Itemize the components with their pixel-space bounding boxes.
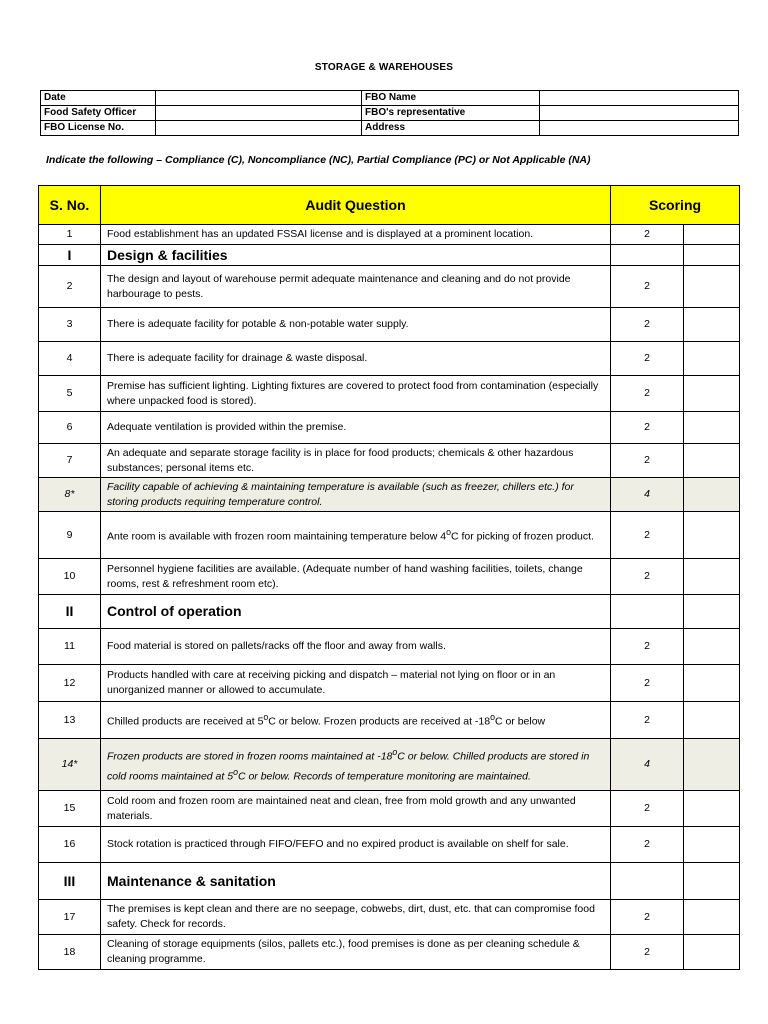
question-text: C or below. Records of temperature monitoring are maintained.	[237, 770, 531, 782]
question-text: C for picking of frozen product.	[450, 530, 594, 543]
scoring-header: Scoring	[611, 186, 740, 225]
officer-label: Food Safety Officer	[41, 106, 156, 121]
degree-sign: o	[490, 712, 495, 723]
score-value: 2	[611, 827, 684, 863]
score-value: 2	[611, 444, 684, 478]
audit-question: There is adequate facility for potable & non-potable water supply.	[101, 308, 611, 342]
score-value: 2	[611, 559, 684, 595]
audit-question: Food material is stored on pallets/racks off the floor and away from walls.	[101, 629, 611, 665]
question-header: Audit Question	[101, 186, 611, 225]
compliance-cell[interactable]	[684, 791, 740, 827]
compliance-cell[interactable]	[684, 702, 740, 739]
section-row	[39, 863, 740, 900]
compliance-cell[interactable]	[684, 342, 740, 376]
audit-question: Cold room and frozen room are maintained neat and clean, free from mold growth and any unwanted materials.	[101, 791, 611, 827]
compliance-cell[interactable]	[684, 444, 740, 478]
row-number: 5	[39, 376, 101, 412]
score-value: 2	[611, 791, 684, 827]
compliance-cell[interactable]	[684, 376, 740, 412]
question-text: C or below. Chilled products are stored in cold rooms maintained at 5	[107, 750, 590, 782]
table-row	[39, 308, 740, 342]
table-row	[39, 900, 740, 935]
section-row	[39, 245, 740, 266]
row-number: 10	[39, 559, 101, 595]
compliance-cell[interactable]	[684, 935, 740, 970]
table-row	[39, 665, 740, 702]
row-number: 17	[39, 900, 101, 935]
score-cell	[611, 595, 684, 629]
table-row	[39, 629, 740, 665]
table-row	[39, 559, 740, 595]
audit-question: Personnel hygiene facilities are available. (Adequate number of hand washing facilities, toilets, change rooms, rest & refreshment room etc).	[101, 559, 611, 595]
audit-question	[101, 739, 611, 791]
degree-sign: o	[392, 747, 398, 757]
degree-sign: o	[233, 766, 238, 777]
audit-table	[38, 185, 740, 970]
compliance-cell[interactable]	[684, 245, 740, 266]
audit-question: The premises is kept clean and there are no seepage, cobwebs, dirt, dust, etc. that can compromise food safety. Check for records.	[101, 900, 611, 935]
section-number: II	[39, 595, 101, 629]
audit-question: Products handled with care at receiving picking and dispatch – material not lying on floor or in an unorganized manner or allowed to accumulate.	[101, 665, 611, 702]
question-text: C or below	[494, 715, 546, 728]
table-row	[39, 376, 740, 412]
compliance-cell[interactable]	[684, 308, 740, 342]
audit-question: Stock rotation is practiced through FIFO/FEFO and no expired product is available on shelf for sale.	[101, 827, 611, 863]
row-number: 6	[39, 412, 101, 444]
date-label: Date	[41, 91, 156, 106]
section-title: Control of operation	[101, 595, 611, 629]
header-row	[39, 186, 740, 225]
address-field[interactable]	[540, 121, 739, 136]
row-number: 11	[39, 629, 101, 665]
row-number: 1	[39, 225, 101, 245]
score-value: 2	[611, 225, 684, 245]
table-row	[39, 266, 740, 308]
degree-sign: o	[446, 527, 451, 538]
row-number: 16	[39, 827, 101, 863]
info-table	[40, 90, 739, 136]
table-row	[39, 791, 740, 827]
row-number: 2	[39, 266, 101, 308]
row-number: 8*	[39, 478, 101, 512]
instruction-text: Indicate the following – Compliance (C), Noncompliance (NC), Partial Compliance (PC) or Not Applicable (NA)	[46, 154, 591, 166]
address-label: Address	[362, 121, 540, 136]
score-value: 2	[611, 935, 684, 970]
question-text: Chilled products are received at 5	[107, 715, 264, 728]
compliance-cell[interactable]	[684, 225, 740, 245]
table-row	[39, 412, 740, 444]
compliance-cell[interactable]	[684, 900, 740, 935]
table-row	[39, 444, 740, 478]
audit-question: Adequate ventilation is provided within the premise.	[101, 412, 611, 444]
officer-field[interactable]	[156, 106, 362, 121]
degree-sign: o	[263, 712, 269, 723]
question-text: Ante room is available with frozen room maintaining temperature below 4	[107, 530, 447, 543]
table-row	[39, 702, 740, 739]
audit-question	[101, 512, 611, 559]
table-row	[39, 935, 740, 970]
question-text: Frozen products are stored in frozen rooms maintained at -18	[107, 750, 393, 763]
score-value: 2	[611, 512, 684, 559]
row-number: 12	[39, 665, 101, 702]
fbo-name-label: FBO Name	[362, 91, 540, 106]
rep-label: FBO's representative	[362, 106, 540, 121]
audit-question: An adequate and separate storage facility is in place for food products; chemicals & other hazardous substances; personal items etc.	[101, 444, 611, 478]
critical-row	[39, 478, 740, 512]
table-row	[39, 827, 740, 863]
compliance-cell[interactable]	[684, 665, 740, 702]
compliance-cell[interactable]	[684, 739, 740, 791]
audit-question: There is adequate facility for drainage & waste disposal.	[101, 342, 611, 376]
fbo-name-field[interactable]	[540, 91, 739, 106]
audit-question: Cleaning of storage equipments (silos, pallets etc.), food premises is done as per cleaning schedule & cleaning programme.	[101, 935, 611, 970]
row-number: 13	[39, 702, 101, 739]
section-number: I	[39, 245, 101, 266]
compliance-cell[interactable]	[684, 629, 740, 665]
table-row	[39, 225, 740, 245]
score-value: 2	[611, 266, 684, 308]
license-label: FBO License No.	[41, 121, 156, 136]
score-cell	[611, 863, 684, 900]
row-number: 15	[39, 791, 101, 827]
rep-field[interactable]	[540, 106, 739, 121]
table-row	[39, 342, 740, 376]
score-value: 2	[611, 412, 684, 444]
question-text: C or below. Frozen products are received at -18	[268, 715, 491, 728]
date-field[interactable]	[156, 91, 362, 106]
page-title: STORAGE & WAREHOUSES	[314, 62, 454, 73]
row-number: 7	[39, 444, 101, 478]
compliance-cell[interactable]	[684, 863, 740, 900]
audit-question: Food establishment has an updated FSSAI license and is displayed at a prominent location.	[101, 225, 611, 245]
compliance-cell[interactable]	[684, 827, 740, 863]
row-number: 4	[39, 342, 101, 376]
score-value: 2	[611, 342, 684, 376]
section-title: Maintenance & sanitation	[101, 863, 611, 900]
score-value: 2	[611, 629, 684, 665]
audit-question: Facility capable of achieving & maintaining temperature is available (such as freezer, chillers etc.) for storing products requiring temperature control.	[101, 478, 611, 512]
compliance-cell[interactable]	[684, 478, 740, 512]
compliance-cell[interactable]	[684, 595, 740, 629]
sno-header: S. No.	[39, 186, 101, 225]
score-value: 2	[611, 308, 684, 342]
compliance-cell[interactable]	[684, 559, 740, 595]
audit-question: Premise has sufficient lighting. Lighting fixtures are covered to protect food from contamination (especially where unpacked food is stored).	[101, 376, 611, 412]
compliance-cell[interactable]	[684, 412, 740, 444]
critical-row	[39, 739, 740, 791]
score-value: 2	[611, 376, 684, 412]
table-row	[39, 512, 740, 559]
row-number: 9	[39, 512, 101, 559]
score-value: 2	[611, 900, 684, 935]
audit-question	[101, 702, 611, 739]
audit-question: The design and layout of warehouse permit adequate maintenance and cleaning and do not provide harbourage to pests.	[101, 266, 611, 308]
row-number: 3	[39, 308, 101, 342]
compliance-cell[interactable]	[684, 266, 740, 308]
score-cell	[611, 245, 684, 266]
section-title: Design & facilities	[101, 245, 611, 266]
section-row	[39, 595, 740, 629]
section-number: III	[39, 863, 101, 900]
row-number: 18	[39, 935, 101, 970]
row-number: 14*	[39, 739, 101, 791]
compliance-cell[interactable]	[684, 512, 740, 559]
score-value: 2	[611, 665, 684, 702]
score-value: 4	[611, 478, 684, 512]
score-value: 2	[611, 702, 684, 739]
score-value: 4	[611, 739, 684, 791]
license-field[interactable]	[156, 121, 362, 136]
